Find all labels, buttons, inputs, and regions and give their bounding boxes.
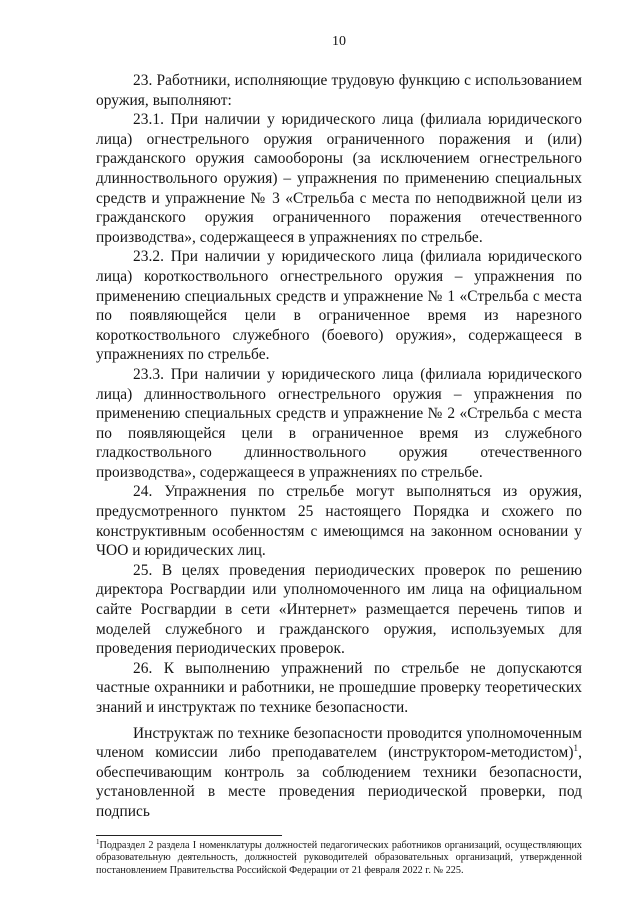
instruction-text-end: , обеспечивающим контроль за соблюдением техники безопасности, установленной в месте проведения периодической проверки, под подпись — [96, 744, 582, 820]
footnote-text: Подраздел 2 раздела I номенклатуры должностей педагогических работников организаций, осуществляющих образовательную деятельность, должностей руководителей образовательных организаций, утвержденной постановлением Правительства Российской Федерации от 21 февраля 2022 г. № 225. — [96, 839, 582, 877]
footnote — [96, 837, 582, 879]
paragraph-24: 24. Упражнения по стрельбе могут выполняться из оружия, предусмотренного пунктом 25 настоящего Порядка и схожего по конструктивным особенностям с имеющимся на законном основании у ЧОО и юридических лиц. — [96, 483, 582, 560]
paragraph-23: 23. Работники, исполняющие трудовую функцию с использованием оружия, выполняют: — [96, 72, 582, 109]
page-number: 10 — [332, 34, 346, 49]
paragraph-23-2: 23.2. При наличии у юридического лица (филиала юридического лица) короткоствольного огнестрельного оружия – упражнения по применению специальных средств и упражнение № 1 «Стрельба с места по появляющейся цели в ограниченное время из нарезного короткоствольного служебного (боевого) оружия», содержащееся в упражнениях по стрельбе. — [96, 248, 582, 364]
footnote-divider — [96, 835, 282, 836]
paragraph-26: 26. К выполнению упражнений по стрельбе не допускаются частные охранники и работники, не прошедшие проверку теоретических знаний и инструктаж по технике безопасности. — [96, 659, 582, 716]
footnote-reference[interactable]: 1 — [573, 743, 579, 754]
document-body — [96, 71, 582, 822]
paragraph-25: 25. В целях проведения периодических проверок по решению директора Росгвардии или уполномоченного им лица на официальном сайте Росгвардии в сети «Интернет» размещается перечень типов и моделей служебного и гражданского оружия, используемых для проведения периодических проверок. — [96, 561, 582, 658]
paragraph-instruction — [96, 724, 582, 822]
footnote-mark: 1 — [96, 837, 100, 846]
paragraph-23-3: 23.3. При наличии у юридического лица (филиала юридического лица) длинноствольного огнестрельного оружия – упражнения по применению специальных средств и упражнение № 2 «Стрельба с места по появляющейся цели в ограниченное время из служебного гладкоствольного длинноствольного оружия отечественного производства», содержащееся в упражнениях по стрельбе. — [96, 365, 582, 481]
instruction-text-start: Инструктаж по технике безопасности проводится уполномоченным членом комиссии либо преподавателем (инструктором-методистом) — [96, 724, 582, 762]
paragraph-23-1: 23.1. При наличии у юридического лица (филиала юридического лица) огнестрельного оружия ограниченного поражения и (или) гражданского оружия самообороны (за исключением огнестрельного длинноствольного оружия) – упражнения по применению специальных средств и упражнение № 3 «Стрельба с места по неподвижной цели из гражданского оружия ограниченного поражения отечественного производства», содержащееся в упражнениях по стрельбе. — [96, 111, 582, 246]
